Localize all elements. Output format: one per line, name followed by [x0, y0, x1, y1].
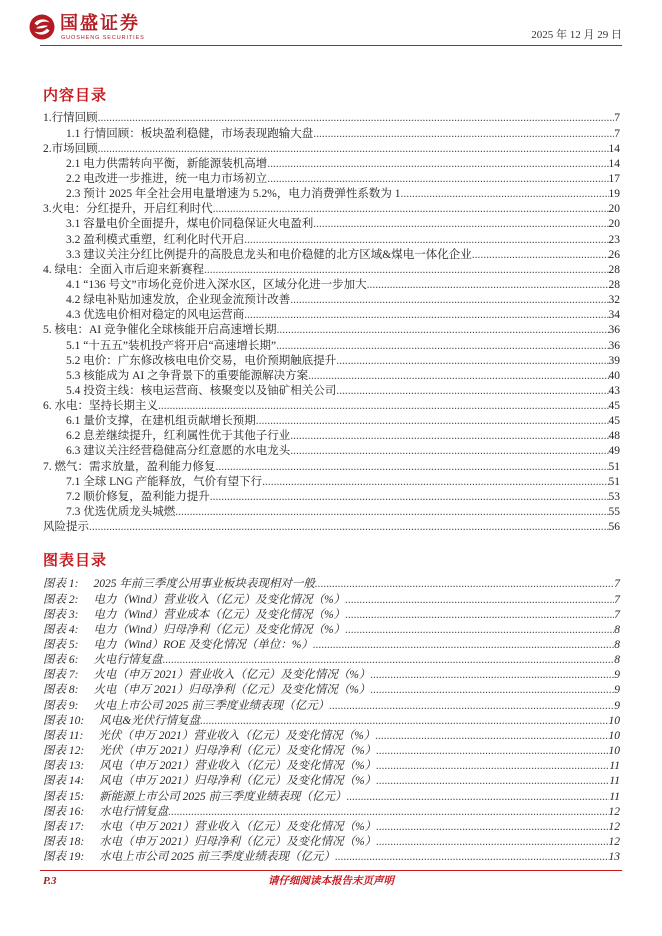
- dot-leader: [262, 475, 608, 490]
- toc-link-2-2[interactable]: [43, 172, 620, 187]
- dot-leader: [244, 308, 608, 323]
- toc-link-5-3[interactable]: [43, 369, 620, 384]
- dot-leader: [345, 623, 614, 638]
- toc-entry-title: 2.2 电改进一步推进，统一电力市场初立: [66, 172, 268, 185]
- figure-label: 图表 9:: [43, 699, 79, 712]
- toc-link-5-1[interactable]: [43, 339, 620, 354]
- toc-link-6-3[interactable]: [43, 444, 620, 459]
- dot-leader: [336, 354, 608, 369]
- toc-entry-page: 53: [608, 490, 620, 503]
- toc-entry-title: 4. 绿电：全面入市后迎来新赛程: [43, 263, 204, 276]
- toc-entry-title: 6.1 量价支撑，在建机组贡献增长预期: [66, 415, 256, 428]
- toc-entry-title: 4.2 绿电补贴加速发放，企业现金流预计改善: [66, 294, 291, 307]
- toc-link-4-2[interactable]: [43, 293, 620, 308]
- figure-title: 光伏（申万 2021）营业收入（亿元）及变化情况（%）: [98, 729, 376, 742]
- figure-label: 图表 3:: [43, 608, 79, 621]
- figure-title: 火电上市公司 2025 前三季度业绩表现（亿元）: [93, 699, 330, 712]
- dot-leader: [162, 653, 614, 668]
- dot-leader: [213, 202, 609, 217]
- figure-title: 电力（Wind）ROE 及变化情况（单位：%）: [93, 639, 313, 652]
- figure-title: 电力（Wind）营业收入（亿元）及变化情况（%）: [93, 593, 346, 606]
- dot-leader: [370, 683, 614, 698]
- toc-link-1[interactable]: [43, 111, 620, 126]
- toc-entry-page: 36: [608, 324, 620, 337]
- toc-entry-title: 5.2 电价：广东修改核电电价交易，电价预期触底提升: [66, 354, 337, 367]
- figure-label: 图表 10:: [43, 714, 85, 727]
- footer-divider: [40, 870, 622, 871]
- toc-entry-title: 4.3 优选电价相对稳定的风电运营商: [66, 309, 245, 322]
- toc-link-6-2[interactable]: [43, 429, 620, 444]
- dot-leader: [175, 505, 608, 520]
- dot-leader: [375, 729, 608, 744]
- toc-link-5[interactable]: [43, 323, 620, 338]
- toc-entry-page: 20: [608, 203, 620, 216]
- figure-list: [43, 577, 620, 865]
- toc-entry-title: 3.3 建议关注分红比例提升的高股息龙头和电价稳健的北方区域&煤电一体化企业: [66, 248, 472, 261]
- toc-link-7[interactable]: [43, 460, 620, 475]
- toc-link-2-1[interactable]: [43, 157, 620, 172]
- toc-entry-page: 45: [608, 415, 620, 428]
- toc-entry-title: 3.1 容量电价全面提升，煤电价同稳保证火电盈利: [66, 218, 314, 231]
- figure-link-5[interactable]: [43, 638, 620, 653]
- toc-list: [43, 111, 620, 535]
- dot-leader: [329, 699, 614, 714]
- figure-page: 11: [609, 760, 620, 773]
- toc-link-6-1[interactable]: [43, 414, 620, 429]
- toc-entry-title: 4.1 “136 号文”市场化竞价进入深水区，区域分化进一步加大: [66, 278, 367, 291]
- figure-link-12[interactable]: [43, 744, 620, 759]
- toc-entry-page: 36: [608, 339, 620, 352]
- figure-title: 水电行情复盘: [99, 805, 169, 818]
- figure-label: 图表 2:: [43, 593, 79, 606]
- toc-link-4[interactable]: [43, 263, 620, 278]
- dot-leader: [376, 820, 608, 835]
- figure-link-10[interactable]: [43, 714, 620, 729]
- figure-title: 水电上市公司 2025 前三季度业绩表现（亿元）: [99, 851, 335, 864]
- toc-entry-page: 51: [608, 475, 620, 488]
- toc-entry-title: 6. 水电：坚持长期主义: [43, 400, 158, 413]
- toc-entry-page: 14: [608, 157, 620, 170]
- dot-leader: [336, 384, 608, 399]
- toc-entry-page: 14: [608, 142, 620, 155]
- toc-link-3-2[interactable]: [43, 233, 620, 248]
- figure-page: 9: [614, 684, 620, 697]
- dot-leader: [98, 111, 615, 126]
- dot-leader: [267, 172, 608, 187]
- figure-label: 图表 16:: [43, 805, 85, 818]
- figure-title: 风电&光伏行情复盘: [99, 714, 201, 727]
- toc-entry-page: 28: [608, 278, 620, 291]
- figure-link-11[interactable]: [43, 729, 620, 744]
- figure-page: 13: [608, 851, 620, 864]
- toc-link-2[interactable]: [43, 142, 620, 157]
- toc-link-4-3[interactable]: [43, 308, 620, 323]
- figure-label: 图表 18:: [43, 836, 85, 849]
- figure-label: 图表 7:: [43, 669, 79, 682]
- dot-leader: [256, 414, 609, 429]
- figure-title: 新能源上市公司 2025 前三季度业绩表现（亿元）: [99, 790, 347, 803]
- dot-leader: [89, 520, 609, 535]
- figure-label: 图表 11:: [43, 729, 84, 742]
- toc-link-3[interactable]: [43, 202, 620, 217]
- figure-link-8[interactable]: [43, 683, 620, 698]
- dot-leader: [158, 399, 609, 414]
- figure-link-17[interactable]: [43, 820, 620, 835]
- figure-title: 水电（申万 2021）营业收入（亿元）及变化情况（%）: [99, 820, 377, 833]
- toc-entry-page: 56: [608, 521, 620, 534]
- figure-link-15[interactable]: [43, 790, 620, 805]
- figure-page: 8: [614, 654, 620, 667]
- toc-entry-title: 7.3 优选优质龙头城燃: [66, 506, 176, 519]
- figure-link-16[interactable]: [43, 805, 620, 820]
- toc-link-risk[interactable]: [43, 520, 620, 535]
- figure-page: 12: [608, 820, 620, 833]
- toc-entry-page: 7: [614, 127, 620, 140]
- figure-page: 12: [608, 805, 620, 818]
- figure-label: 图表 1:: [43, 578, 79, 591]
- toc-link-7-2[interactable]: [43, 490, 620, 505]
- figure-page: 10: [608, 714, 620, 727]
- figure-link-3[interactable]: [43, 608, 620, 623]
- figure-page: 9: [614, 669, 620, 682]
- toc-entry-page: 32: [608, 294, 620, 307]
- toc-link-4-1[interactable]: [43, 278, 620, 293]
- guosheng-logo-icon: [29, 14, 55, 40]
- figure-page: 7: [614, 578, 620, 591]
- figure-label: 图表 13:: [43, 760, 85, 773]
- toc-entry-title: 2.3 预计 2025 年全社会用电量增速为 5.2%，电力消费弹性系数为 1: [66, 188, 401, 201]
- page-number: P.3: [43, 875, 57, 887]
- dot-leader: [276, 339, 608, 354]
- dot-leader: [267, 157, 608, 172]
- figure-link-18[interactable]: [43, 835, 620, 850]
- toc-entry-title: 6.3 建议关注经营稳健高分红意愿的水电龙头: [66, 445, 291, 458]
- toc-link-3-3[interactable]: [43, 248, 620, 263]
- figure-label: 图表 4:: [43, 623, 79, 636]
- toc-entry-page: 48: [608, 430, 620, 443]
- figure-page: 9: [614, 699, 620, 712]
- dot-leader: [290, 444, 608, 459]
- dot-leader: [313, 127, 614, 142]
- toc-entry-page: 40: [608, 369, 620, 382]
- dot-leader: [345, 593, 614, 608]
- dot-leader: [210, 490, 609, 505]
- logo-wordmark-cn: 国盛证券: [60, 13, 140, 34]
- dot-leader: [345, 608, 614, 623]
- toc-entry-page: 28: [608, 263, 620, 276]
- figure-title: 电力（Wind）归母净利（亿元）及变化情况（%）: [93, 623, 346, 636]
- toc-entry-title: 6.2 息差继续提升，红利属性优于其他子行业: [66, 430, 291, 443]
- dot-leader: [472, 248, 609, 263]
- dot-leader: [370, 668, 614, 683]
- toc-entry-title: 5.4 投资主线：核电运营商、核聚变以及铀矿相关公司: [66, 384, 337, 397]
- dot-leader: [200, 714, 608, 729]
- toc-entry-title: 7. 燃气：需求放量，盈利能力修复: [43, 460, 216, 473]
- figure-link-13[interactable]: [43, 759, 620, 774]
- figure-page: 11: [609, 775, 620, 788]
- figure-link-7[interactable]: [43, 668, 620, 683]
- figure-link-6[interactable]: [43, 653, 620, 668]
- dot-leader: [315, 577, 614, 592]
- dot-leader: [290, 293, 608, 308]
- figure-link-14[interactable]: [43, 774, 620, 789]
- toc-entry-page: 26: [608, 248, 620, 261]
- toc-entry-title: 1.1 行情回顾：板块盈利稳健，市场表现跑输大盘: [66, 127, 314, 140]
- dot-leader: [98, 142, 609, 157]
- toc-link-3-1[interactable]: [43, 217, 620, 232]
- toc-link-6[interactable]: [43, 399, 620, 414]
- figure-label: 图表 8:: [43, 684, 79, 697]
- dot-leader: [367, 278, 609, 293]
- figure-page: 12: [608, 836, 620, 849]
- toc-link-7-1[interactable]: [43, 475, 620, 490]
- toc-title: 内容目录: [43, 86, 108, 104]
- figure-label: 图表 12:: [43, 745, 85, 758]
- dot-leader: [400, 187, 608, 202]
- toc-entry-page: 49: [608, 445, 620, 458]
- dot-leader: [277, 323, 609, 338]
- figure-link-4[interactable]: [43, 623, 620, 638]
- toc-entry-page: 43: [608, 384, 620, 397]
- toc-entry-page: 7: [614, 112, 620, 125]
- figure-title: 火电（申万 2021）归母净利（亿元）及变化情况（%）: [93, 684, 371, 697]
- disclaimer-notice: 请仔细阅读本报告末页声明: [268, 875, 394, 887]
- figure-title: 风电（申万 2021）营业收入（亿元）及变化情况（%）: [99, 760, 377, 773]
- figure-link-19[interactable]: [43, 850, 620, 865]
- dot-leader: [204, 263, 609, 278]
- toc-entry-title: 7.2 顺价修复，盈利能力提升: [66, 490, 210, 503]
- dot-leader: [313, 217, 608, 232]
- figure-page: 10: [608, 745, 620, 758]
- dot-leader: [346, 790, 609, 805]
- toc-entry-title: 3.火电：分红提升，开启红利时代: [43, 203, 213, 216]
- dot-leader: [216, 460, 609, 475]
- dot-leader: [308, 369, 608, 384]
- figure-title: 电力（Wind）营业成本（亿元）及变化情况（%）: [93, 608, 346, 621]
- toc-entry-title: 1.行情回顾: [43, 112, 98, 125]
- figure-link-2[interactable]: [43, 593, 620, 608]
- dot-leader: [290, 429, 608, 444]
- toc-entry-title: 7.1 全球 LNG 产能释放，气价有望下行: [66, 475, 263, 488]
- figure-title: 风电（申万 2021）归母净利（亿元）及变化情况（%）: [99, 775, 377, 788]
- header-divider: [40, 45, 622, 46]
- toc-entry-page: 45: [608, 400, 620, 413]
- figure-label: 图表 19:: [43, 851, 85, 864]
- figure-label: 图表 17:: [43, 820, 85, 833]
- figure-page: 8: [614, 639, 620, 652]
- toc-entry-title: 2.1 电力供需转向平衡，新能源装机高增: [66, 157, 268, 170]
- figure-title: 火电行情复盘: [93, 654, 163, 667]
- figure-title: 2025 年前三季度公用事业板块表现相对一般: [93, 578, 315, 591]
- dot-leader: [335, 850, 609, 865]
- figure-page: 10: [608, 729, 620, 742]
- figure-link-1[interactable]: [43, 577, 620, 592]
- toc-entry-page: 34: [608, 309, 620, 322]
- dot-leader: [168, 805, 608, 820]
- toc-entry-page: 19: [608, 188, 620, 201]
- toc-entry-title: 5. 核电：AI 竞争催化全球核能开启高速增长期: [43, 324, 277, 337]
- toc-entry-title: 2.市场回顾: [43, 142, 98, 155]
- toc-entry-page: 55: [608, 506, 620, 519]
- dot-leader: [376, 835, 608, 850]
- figure-link-9[interactable]: [43, 699, 620, 714]
- figure-page: 8: [614, 623, 620, 636]
- logo-wordmark-en: GUOSHENG SECURITIES: [61, 35, 145, 41]
- figure-page: 7: [614, 593, 620, 606]
- toc-entry-page: 23: [608, 233, 620, 246]
- dot-leader: [376, 759, 609, 774]
- figure-title: 火电（申万 2021）营业收入（亿元）及变化情况（%）: [93, 669, 371, 682]
- toc-entry-page: 51: [608, 460, 620, 473]
- toc-entry-page: 20: [608, 218, 620, 231]
- toc-entry-title: 5.3 核能成为 AI 之争背景下的重要能源解决方案: [66, 369, 309, 382]
- toc-link-2-3[interactable]: [43, 187, 620, 202]
- toc-entry-page: 17: [608, 172, 620, 185]
- toc-entry-title: 5.1 “十五五”装机投产将开启“高速增长期”: [66, 339, 277, 352]
- figure-page: 11: [609, 790, 620, 803]
- toc-link-5-2[interactable]: [43, 354, 620, 369]
- figure-label: 图表 6:: [43, 654, 79, 667]
- toc-link-5-4[interactable]: [43, 384, 620, 399]
- toc-entry-title: 3.2 盈利模式重塑，红利化时代开启: [66, 233, 245, 246]
- dot-leader: [244, 233, 608, 248]
- figure-list-title: 图表目录: [43, 551, 108, 569]
- figure-title: 光伏（申万 2021）归母净利（亿元）及变化情况（%）: [99, 745, 377, 758]
- figure-title: 水电（申万 2021）归母净利（亿元）及变化情况（%）: [99, 836, 377, 849]
- dot-leader: [313, 638, 614, 653]
- dot-leader: [376, 744, 608, 759]
- figure-label: 图表 14:: [43, 775, 85, 788]
- figure-label: 图表 15:: [43, 790, 85, 803]
- toc-link-1-1[interactable]: [43, 127, 620, 142]
- dot-leader: [376, 774, 609, 789]
- report-date: 2025 年 12 月 29 日: [531, 29, 622, 41]
- toc-entry-title: 风险提示: [43, 521, 89, 534]
- toc-entry-page: 39: [608, 354, 620, 367]
- figure-page: 7: [614, 608, 620, 621]
- toc-link-7-3[interactable]: [43, 505, 620, 520]
- figure-label: 图表 5:: [43, 639, 79, 652]
